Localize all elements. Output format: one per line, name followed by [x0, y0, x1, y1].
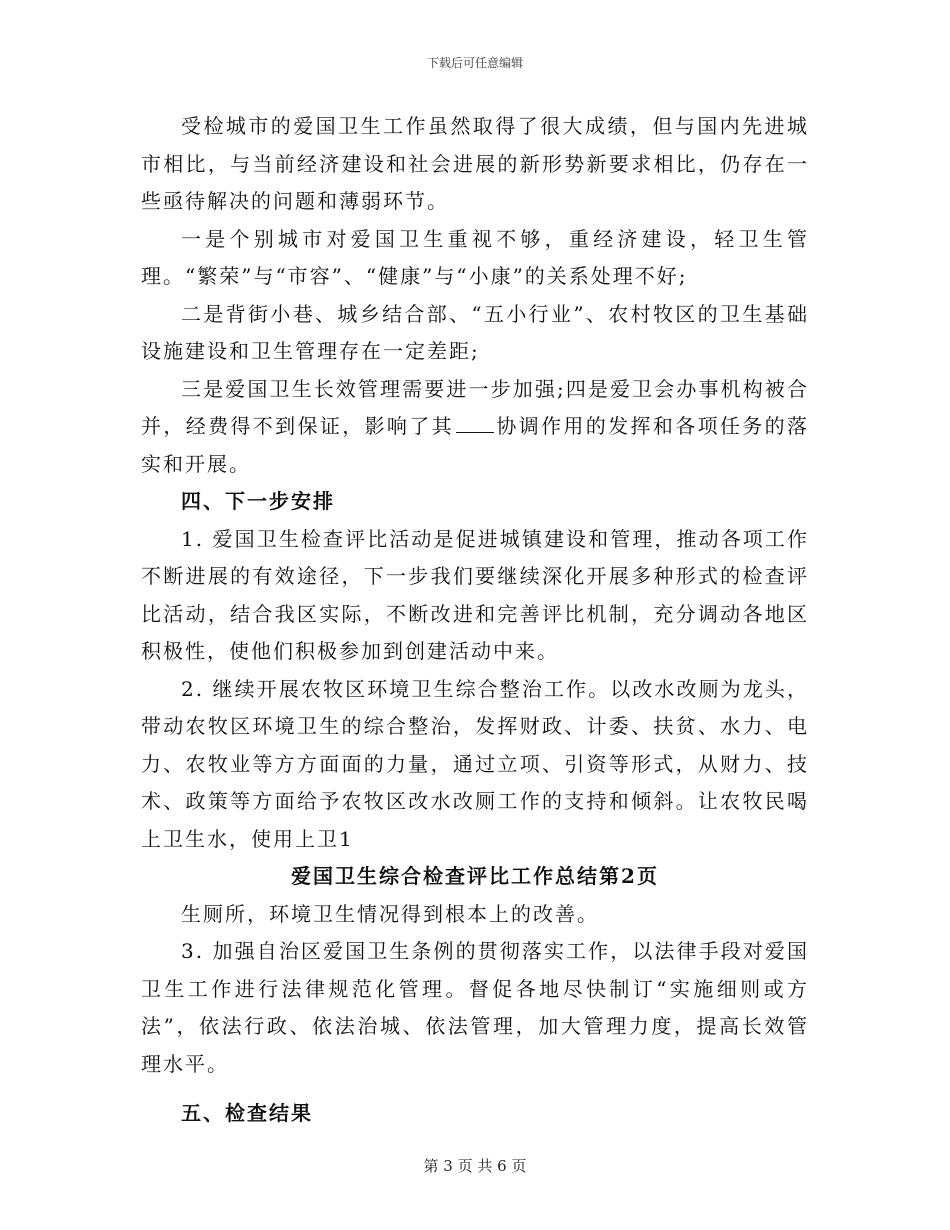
paragraph-problem-three-four-part2: 协调作用的发挥和各项任务的落实和开展。 [141, 414, 809, 476]
paragraph-problem-three-four [141, 371, 809, 484]
page-header-note: 下载后可任意编辑 [426, 56, 523, 70]
document-body [141, 108, 809, 1133]
section-heading-results: 五、检查结果 [181, 1101, 313, 1125]
paragraph-problem-two: 二是背街小巷、城乡结合部、“五小行业”、农村牧区的卫生基础设施建设和卫生管理存在一定差距; [141, 301, 809, 363]
paragraph-step-three: 3. 加强自治区爱国卫生条例的贯彻落实工作，以法律手段对爱国卫生工作进行法律规范化管理。督促各地尽快制订“实施细则或方法”，依法行政、依法治城、依法管理，加大管理力度，提高长效管理水平。 [141, 939, 809, 1076]
paragraph-problem-three-four-part1: 三是爱国卫生长效管理需要进一步加强;四是爱卫会办事机构被合并，经费得不到保证，影响了其 [141, 376, 809, 438]
page-break-title: 爱国卫生综合检查评比工作总结第2页 [291, 864, 659, 888]
paragraph-step-two-continued: 生厕所，环境卫生情况得到根本上的改善。 [181, 901, 599, 926]
paragraph-problem-one: 一是个别城市对爱国卫生重视不够，重经济建设，轻卫生管理。“繁荣”与“市容”、“健康”与“小康”的关系处理不好; [141, 226, 809, 288]
paragraph-step-two: 2. 继续开展农牧区环境卫生综合整治工作。以改水改厕为龙头，带动农牧区环境卫生的综合整治，发挥财政、计委、扶贫、水力、电力、农牧业等方方面面的力量，通过立项、引资等形式，从财力、技术、政策等方面给予农牧区改水改厕工作的支持和倾斜。让农牧民喝上卫生水，使用上卫1 [141, 676, 809, 851]
paragraph-step-one: 1. 爱国卫生检查评比活动是促进城镇建设和管理，推动各项工作不断进展的有效途径，下一步我们要继续深化开展多种形式的检查评比活动，结合我区实际，不断改进和完善评比机制，充分调动各地区积极性，使他们积极参加到创建活动中来。 [141, 526, 809, 663]
blank-underline [456, 414, 494, 433]
paragraph-problems-intro: 受检城市的爱国卫生工作虽然取得了很大成绩，但与国内先进城市相比，与当前经济建设和社会进展的新形势新要求相比，仍存在一些亟待解决的问题和薄弱环节。 [141, 114, 809, 213]
section-heading-next-steps: 四、下一步安排 [181, 489, 335, 513]
page-footer-page-number: 第 3 页 共 6 页 [423, 1157, 527, 1175]
